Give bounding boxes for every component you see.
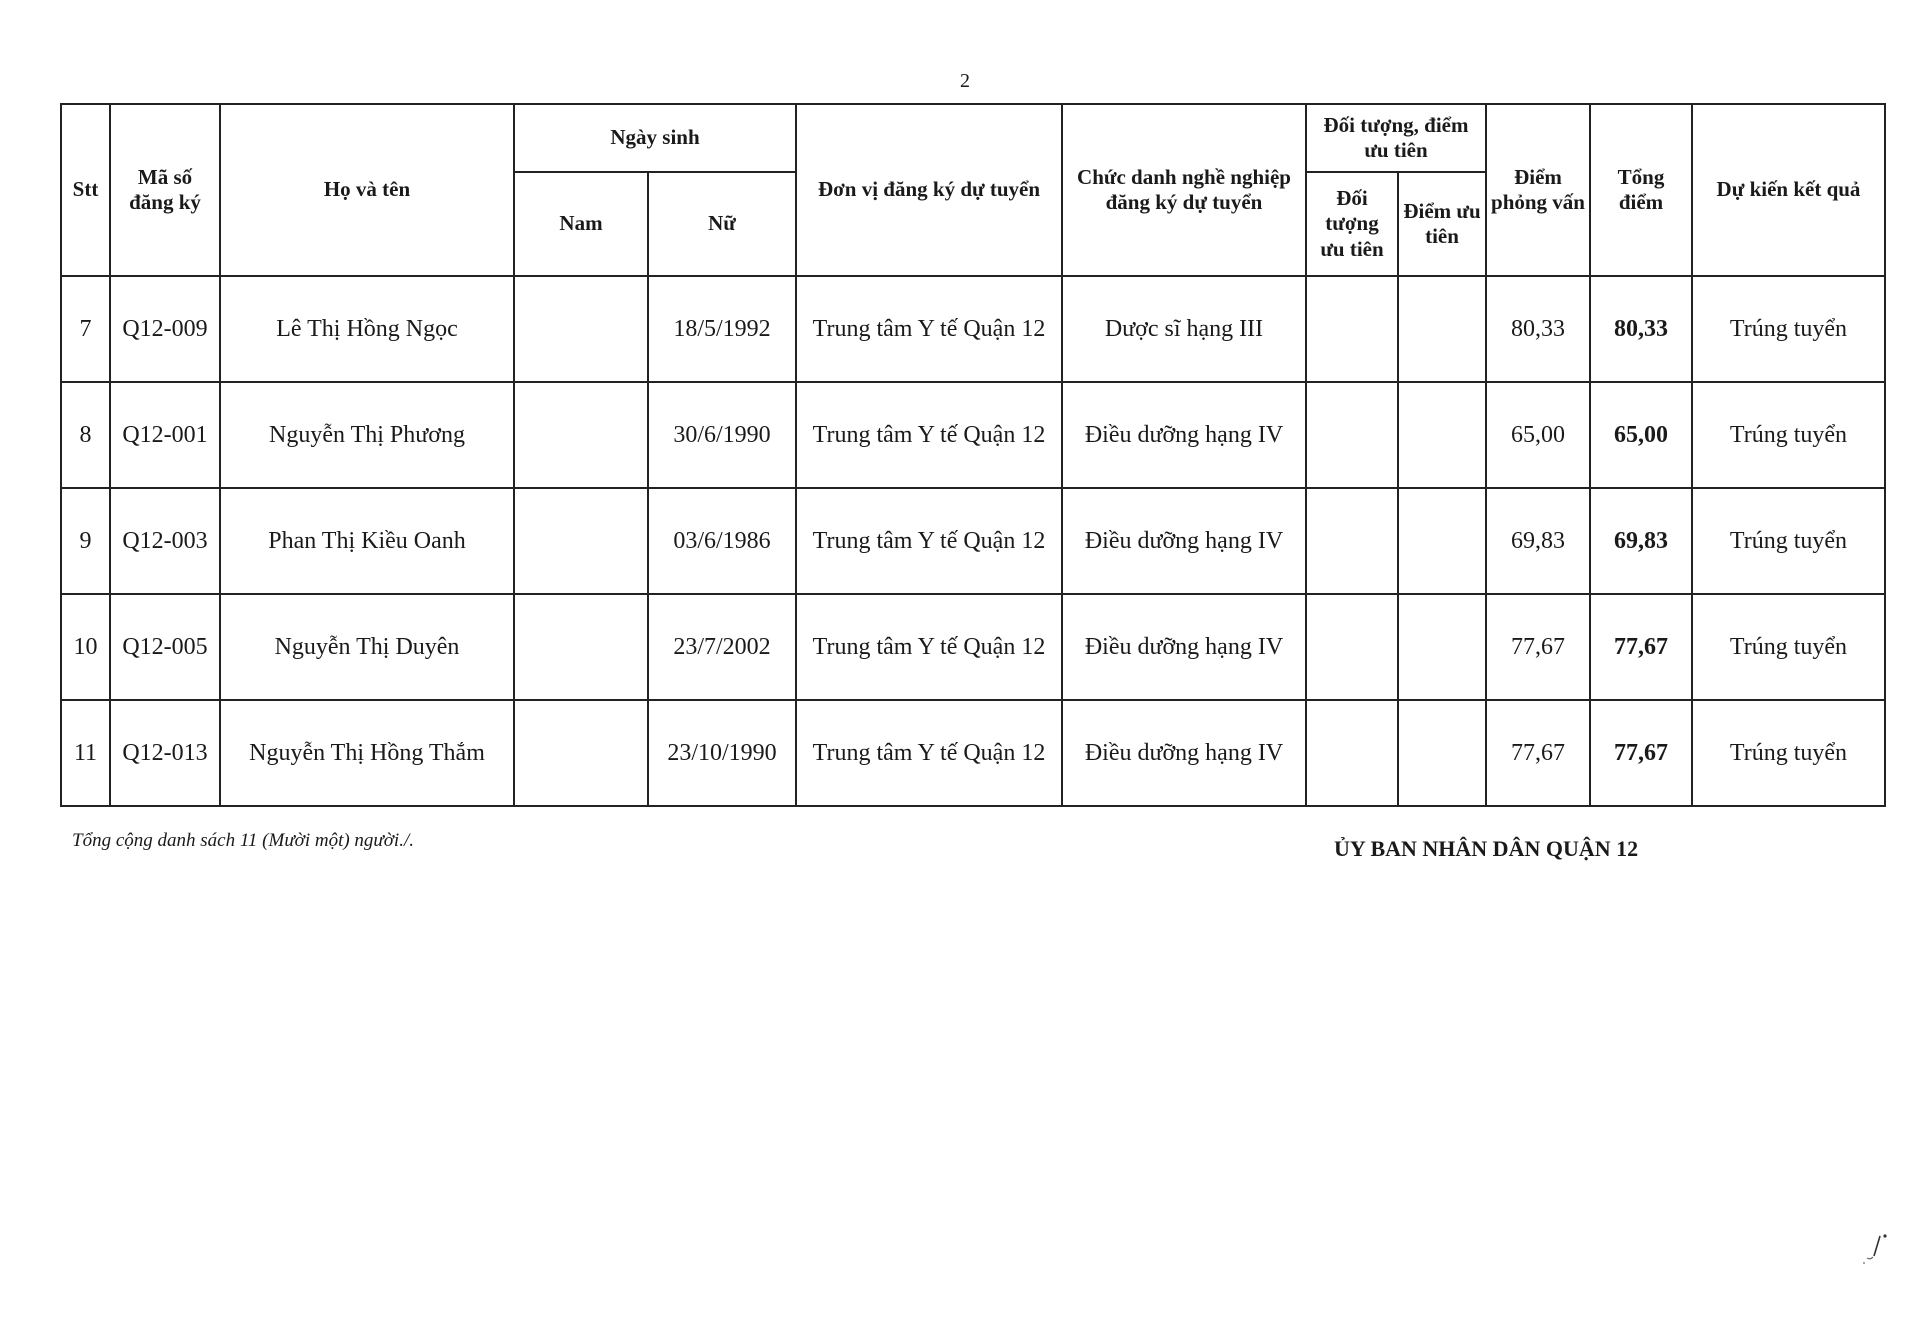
cell-chuc-danh: Điều dưỡng hạng IV: [1062, 594, 1306, 700]
cell-ho-ten: Phan Thị Kiều Oanh: [220, 488, 514, 594]
header-diem-uu-tien: Điểm ưu tiên: [1398, 172, 1486, 276]
header-chuc-danh: Chức danh nghề nghiệp đăng ký dự tuyển: [1062, 104, 1306, 276]
cell-diem-phong-van: 80,33: [1486, 276, 1590, 382]
table-body: [61, 276, 1885, 806]
table-row: [61, 700, 1885, 806]
issuing-organization: ỦY BAN NHÂN DÂN QUẬN 12: [1334, 836, 1639, 861]
cell-nu: 03/6/1986: [648, 488, 796, 594]
header-doi-tuong-uu-tien: Đối tượng ưu tiên: [1306, 172, 1398, 276]
total-count-note: Tổng cộng danh sách 11 (Mười một) người./.: [72, 830, 414, 851]
cell-don-vi: Trung tâm Y tế Quận 12: [796, 700, 1062, 806]
cell-stt: 8: [61, 382, 110, 488]
cell-ho-ten: Nguyễn Thị Phương: [220, 382, 514, 488]
cell-nam: [514, 276, 648, 382]
page-number: 2: [960, 70, 970, 92]
header-ngay-sinh: Ngày sinh: [514, 104, 796, 172]
header-doi-tuong-diem-uu-tien: Đối tượng, điểm ưu tiên: [1306, 104, 1486, 172]
header-stt: Stt: [61, 104, 110, 276]
cell-diem-uu-tien: [1398, 594, 1486, 700]
cell-stt: 11: [61, 700, 110, 806]
cell-doi-tuong: [1306, 488, 1398, 594]
cell-nam: [514, 488, 648, 594]
cell-ho-ten: Nguyễn Thị Duyên: [220, 594, 514, 700]
cell-diem-uu-tien: [1398, 488, 1486, 594]
cell-diem-uu-tien: [1398, 276, 1486, 382]
scan-mark-icon: [1858, 1232, 1892, 1266]
cell-don-vi: Trung tâm Y tế Quận 12: [796, 276, 1062, 382]
cell-ma-so: Q12-013: [110, 700, 220, 806]
cell-ket-qua: Trúng tuyển: [1692, 276, 1885, 382]
cell-diem-phong-van: 69,83: [1486, 488, 1590, 594]
cell-ma-so: Q12-003: [110, 488, 220, 594]
table-row: [61, 276, 1885, 382]
cell-ma-so: Q12-005: [110, 594, 220, 700]
table-row: [61, 594, 1885, 700]
cell-diem-phong-van: 77,67: [1486, 594, 1590, 700]
cell-tong-diem: 77,67: [1590, 594, 1692, 700]
header-tong-diem: Tổng điểm: [1590, 104, 1692, 276]
results-table: [60, 103, 1886, 807]
cell-tong-diem: 77,67: [1590, 700, 1692, 806]
cell-ket-qua: Trúng tuyển: [1692, 594, 1885, 700]
cell-doi-tuong: [1306, 276, 1398, 382]
cell-chuc-danh: Điều dưỡng hạng IV: [1062, 382, 1306, 488]
cell-nu: 18/5/1992: [648, 276, 796, 382]
cell-nu: 23/7/2002: [648, 594, 796, 700]
cell-diem-phong-van: 77,67: [1486, 700, 1590, 806]
header-du-kien-ket-qua: Dự kiến kết quả: [1692, 104, 1885, 276]
table-row: [61, 488, 1885, 594]
cell-nam: [514, 594, 648, 700]
cell-ho-ten: Nguyễn Thị Hồng Thắm: [220, 700, 514, 806]
cell-tong-diem: 80,33: [1590, 276, 1692, 382]
cell-chuc-danh: Dược sĩ hạng III: [1062, 276, 1306, 382]
cell-don-vi: Trung tâm Y tế Quận 12: [796, 594, 1062, 700]
cell-chuc-danh: Điều dưỡng hạng IV: [1062, 700, 1306, 806]
cell-ket-qua: Trúng tuyển: [1692, 700, 1885, 806]
cell-ma-so: Q12-009: [110, 276, 220, 382]
header-nu: Nữ: [648, 172, 796, 276]
cell-ma-so: Q12-001: [110, 382, 220, 488]
cell-ket-qua: Trúng tuyển: [1692, 382, 1885, 488]
cell-nu: 30/6/1990: [648, 382, 796, 488]
cell-don-vi: Trung tâm Y tế Quận 12: [796, 382, 1062, 488]
cell-nam: [514, 700, 648, 806]
cell-nam: [514, 382, 648, 488]
header-ho-ten: Họ và tên: [220, 104, 514, 276]
cell-diem-uu-tien: [1398, 382, 1486, 488]
header-diem-phong-van: Điểm phỏng vấn: [1486, 104, 1590, 276]
cell-stt: 7: [61, 276, 110, 382]
cell-tong-diem: 69,83: [1590, 488, 1692, 594]
header-don-vi: Đơn vị đăng ký dự tuyển: [796, 104, 1062, 276]
cell-diem-phong-van: 65,00: [1486, 382, 1590, 488]
cell-don-vi: Trung tâm Y tế Quận 12: [796, 488, 1062, 594]
cell-diem-uu-tien: [1398, 700, 1486, 806]
cell-stt: 10: [61, 594, 110, 700]
cell-tong-diem: 65,00: [1590, 382, 1692, 488]
cell-stt: 9: [61, 488, 110, 594]
cell-doi-tuong: [1306, 382, 1398, 488]
cell-ho-ten: Lê Thị Hồng Ngọc: [220, 276, 514, 382]
cell-ket-qua: Trúng tuyển: [1692, 488, 1885, 594]
cell-doi-tuong: [1306, 700, 1398, 806]
header-ma-so: Mã số đăng ký: [110, 104, 220, 276]
header-nam: Nam: [514, 172, 648, 276]
cell-nu: 23/10/1990: [648, 700, 796, 806]
table-row: [61, 382, 1885, 488]
cell-doi-tuong: [1306, 594, 1398, 700]
table-header: [61, 104, 1885, 276]
cell-chuc-danh: Điều dưỡng hạng IV: [1062, 488, 1306, 594]
